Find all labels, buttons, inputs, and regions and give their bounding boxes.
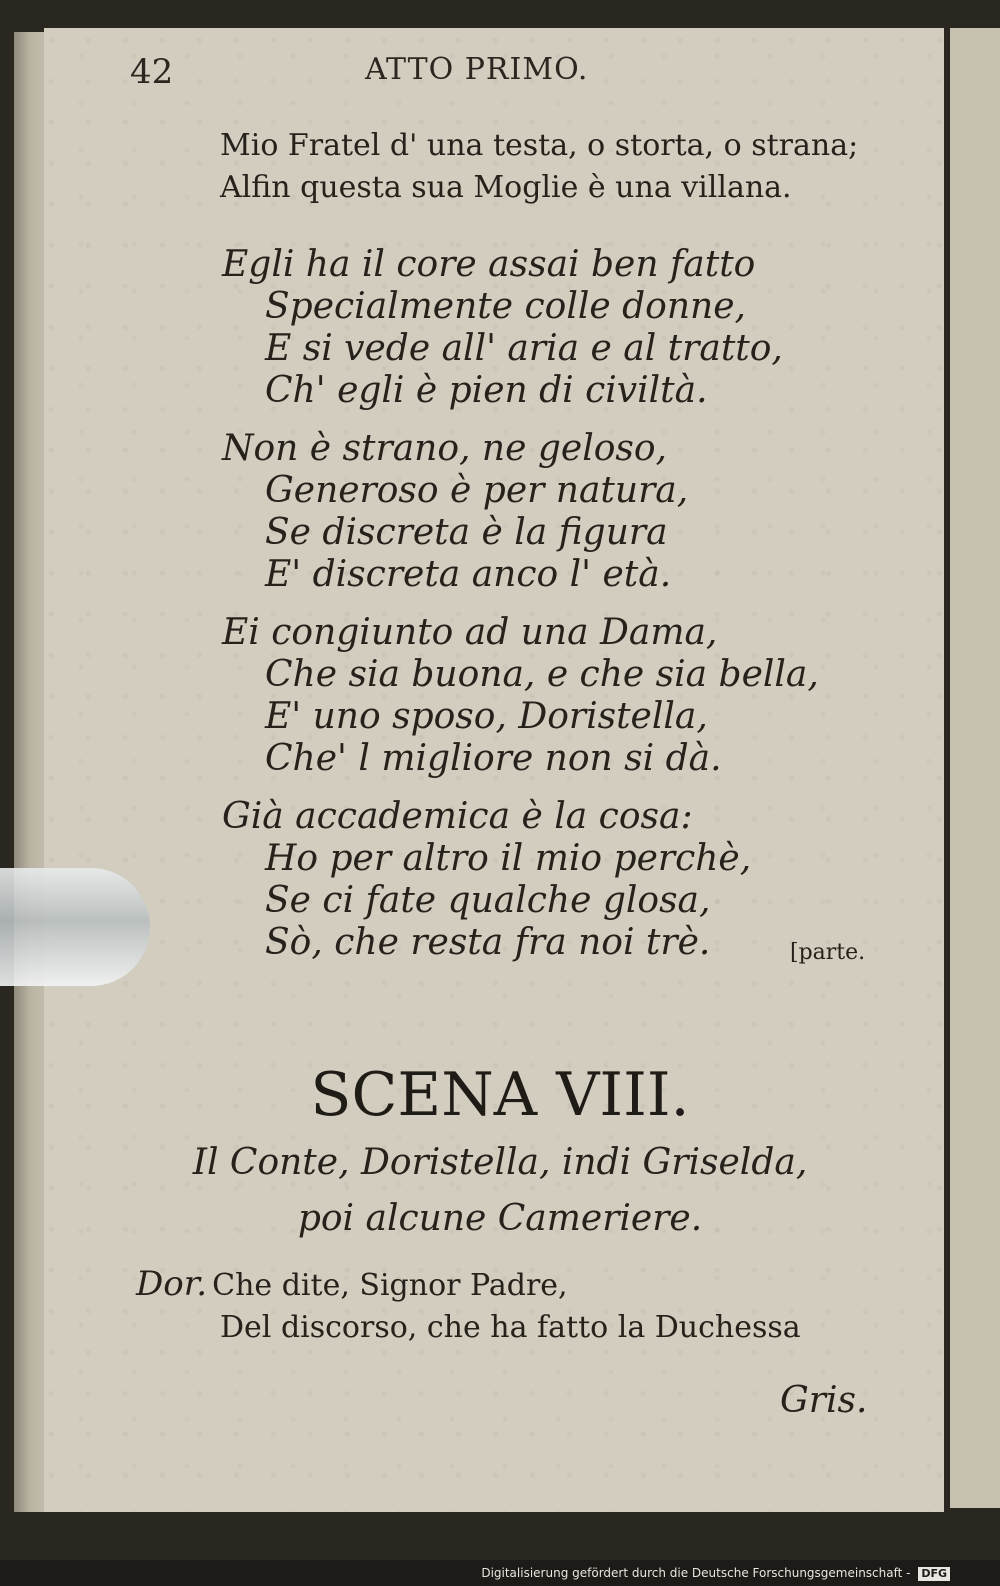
book-clip	[0, 868, 150, 986]
aria-line: Sò, che resta fra noi trè.	[265, 922, 711, 963]
recitative-line: Mio Fratel d' una testa, o storta, o strana;	[220, 128, 859, 163]
page-number: 42	[130, 52, 174, 92]
facing-page-edge	[950, 28, 1000, 1508]
aria-line: Egli ha il core assai ben fatto	[222, 244, 756, 285]
dialogue-text: Che dite, Signor Padre,	[212, 1268, 568, 1303]
scene-characters: poi alcune Cameriere.	[297, 1198, 703, 1239]
stage-direction: [parte.	[790, 940, 866, 965]
speaker-name: Dor.	[136, 1264, 208, 1304]
aria-line: Ho per altro il mio perchè,	[265, 838, 752, 879]
aria-line: Non è strano, ne geloso,	[222, 428, 667, 469]
aria-line: E' discreta anco l' età.	[265, 554, 672, 595]
scene-characters: Il Conte, Doristella, indi Griselda,	[192, 1142, 808, 1183]
aria-line: Specialmente colle donne,	[265, 286, 746, 327]
digitization-credit	[481, 1560, 950, 1586]
aria-line: Se ci fate qualche glosa,	[265, 880, 711, 921]
aria-line: Se discreta è la figura	[265, 512, 668, 553]
aria-line: E si vede all' aria e al tratto,	[265, 328, 783, 369]
aria-line: Generoso è per natura,	[265, 470, 689, 511]
aria-line: Ch' egli è pien di civiltà.	[265, 370, 708, 411]
aria-line: Già accademica è la cosa:	[222, 796, 693, 837]
dialogue-line	[136, 1264, 568, 1304]
dialogue-line: Del discorso, che ha fatto la Duchessa	[220, 1310, 801, 1345]
aria-line: Che' l migliore non si dà.	[265, 738, 722, 779]
aria-line: Che sia buona, e che sia bella,	[265, 654, 819, 695]
catchword: Gris.	[780, 1380, 868, 1421]
scene-title: SCENA VIII.	[310, 1060, 690, 1130]
running-head: ATTO PRIMO.	[365, 52, 589, 87]
aria-line: E' uno sposo, Doristella,	[265, 696, 708, 737]
aria-line: Ei congiunto ad una Dama,	[222, 612, 718, 653]
dfg-logo: DFG	[918, 1567, 950, 1581]
credit-text: Digitalisierung gefördert durch die Deutsche Forschungsgemeinschaft -	[481, 1566, 911, 1580]
recitative-line: Alfin questa sua Moglie è una villana.	[220, 170, 792, 205]
